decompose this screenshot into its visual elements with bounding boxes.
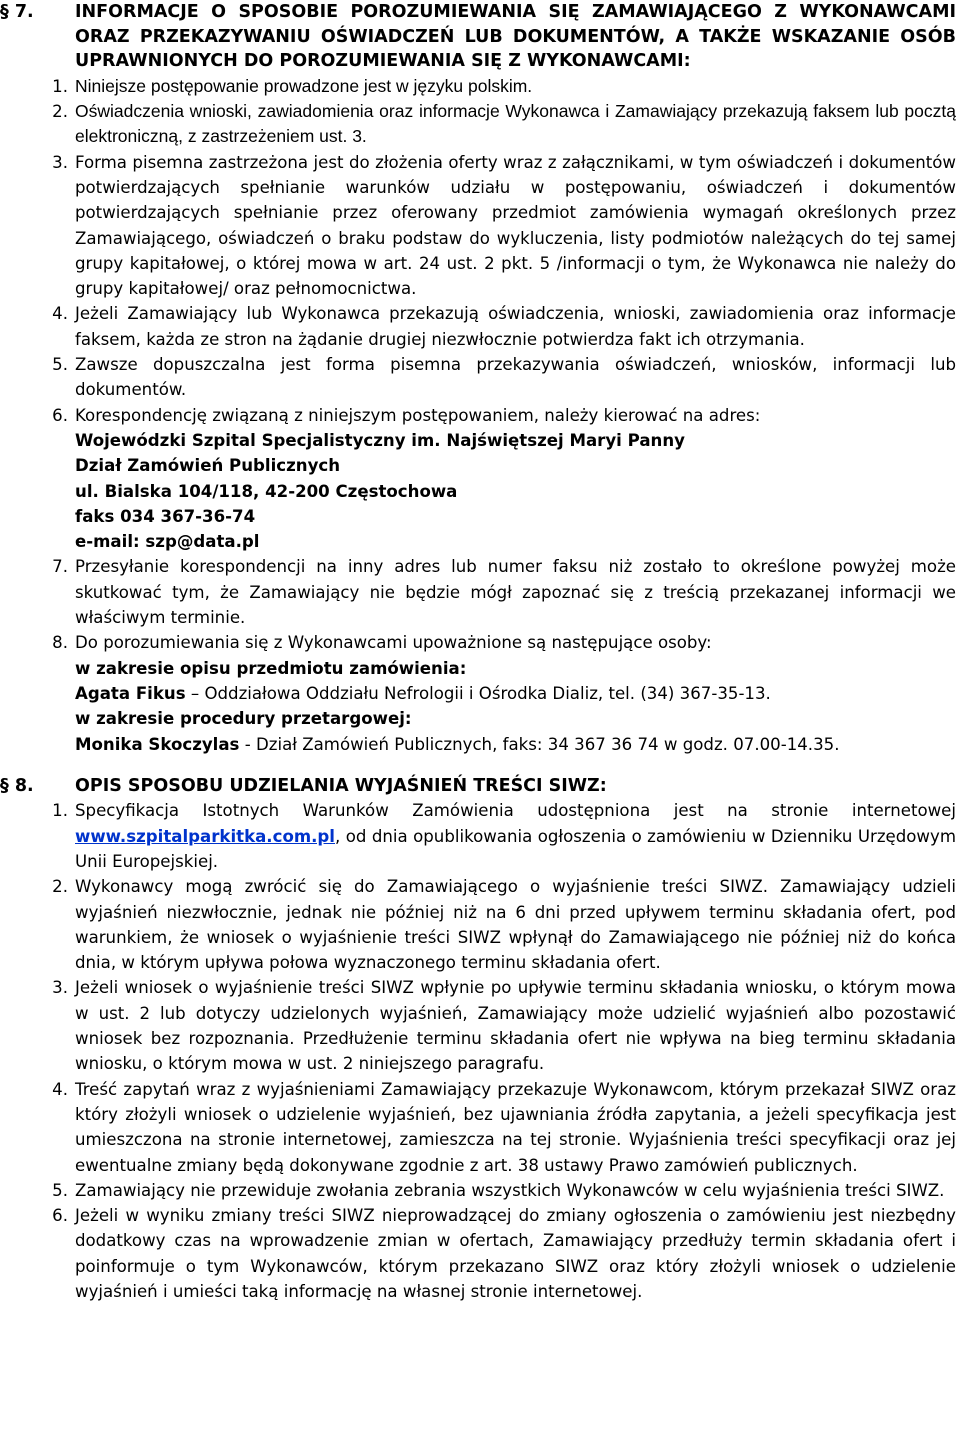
address-department: Dział Zamówień Publicznych bbox=[75, 456, 341, 476]
item-number: 1. bbox=[52, 801, 68, 821]
section-8-number: § 8. bbox=[0, 775, 34, 796]
list-item bbox=[0, 554, 960, 630]
item-text: Do porozumiewania się z Wykonawcami upoważnione są następujące osoby: bbox=[75, 633, 712, 653]
section-8-heading bbox=[0, 774, 960, 799]
address-block bbox=[75, 403, 960, 555]
address-street: ul. Bialska 104/118, 42-200 Częstochowa bbox=[75, 481, 458, 501]
contact-2-detail: - Dział Zamówień Publicznych, faks: 34 367 36 74 w godz. 07.00-14.35. bbox=[239, 734, 840, 754]
contact-1-dash: – bbox=[185, 683, 205, 703]
item-number: 3. bbox=[52, 978, 68, 998]
item-text: Forma pisemna zastrzeżona jest do złożenia oferty wraz z załącznikami, w tym oświadczeń i dokumentów potwierdzających spełnianie warunków udziału w postępowaniu, oświadczeń i dokumentów potwierdzających spełnianie przez oferowany przedmiot zamówienia wymagań określonych przez Zamawiającego, oświadczeń o braku podstaw do wykluczenia, listy podmiotów należących do tej samej grupy kapitałowej, o której mowa w art. 24 ust. 2 pkt. 5 /informacji o tym, że Wykonawca nie należy do grupy kapitałowej/ oraz pełnomocnictwa. bbox=[75, 152, 956, 299]
item-number: 2. bbox=[52, 102, 68, 122]
list-item bbox=[0, 74, 960, 99]
item-text: Wykonawcy mogą zwrócić się do Zamawiającego o wyjaśnienie treści SIWZ. Zamawiający udzieli wyjaśnień niezwłocznie, jednak nie później niż na 6 dni przed upływem terminu składania ofert, pod warunkiem, że wniosek o wyjaśnienie treści SIWZ wpłynął do Zamawiającego nie później niż do końca dnia, w którym upływa połowa wyznaczonego terminu składania ofert. bbox=[75, 877, 956, 973]
item-text: Korespondencję związaną z niniejszym postępowaniem, należy kierować na adres: bbox=[75, 405, 761, 425]
section-8-title: OPIS SPOSOBU UDZIELANIA WYJAŚNIEŃ TREŚCI SIWZ: bbox=[75, 775, 607, 796]
item-text: Przesyłanie korespondencji na inny adres lub numer faksu niż zostało to określone powyżej może skutkować tym, że Zamawiający nie będzie mógł zapoznać się z treścią przekazanej informacji we właściwym terminie. bbox=[75, 557, 956, 628]
item-text: Niniejsze postępowanie prowadzone jest w języku polskim. bbox=[75, 75, 533, 96]
section-7-list bbox=[0, 74, 960, 757]
section-7-title: INFORMACJE O SPOSOBIE POROZUMIEWANIA SIĘ ZAMAWIAJĄCEGO Z WYKONAWCAMI ORAZ PRZEKAZYWANIU OŚWIADCZEŃ LUB DOKUMENTÓW, A TAKŻE WSKAZANIE OSÓB UPRAWNIONYCH DO POROZUMIEWANIA SIĘ Z WYKONAWCAMI: bbox=[75, 2, 956, 72]
list-item bbox=[0, 798, 960, 874]
item-text bbox=[75, 798, 960, 874]
list-item bbox=[0, 1077, 960, 1178]
address-fax: faks 034 367-36-74 bbox=[75, 506, 256, 526]
item-text: Oświadczenia wnioski, zawiadomienia oraz informacje Wykonawca i Zamawiający przekazują faksem lub pocztą elektroniczną, z zastrzeżeniem ust. 3. bbox=[75, 101, 956, 147]
item-number: 1. bbox=[52, 76, 68, 96]
contact-scope-2-line bbox=[75, 732, 956, 757]
item-number: 6. bbox=[52, 1206, 68, 1226]
item-number: 2. bbox=[52, 877, 68, 897]
item-text: Treść zapytań wraz z wyjaśnieniami Zamawiający przekazuje Wykonawcom, którym przekazał SIWZ oraz który złożyli wniosek o udzielenie wyjaśnień, bez ujawniania źródła zapytania, a jeżeli specyfikacja jest umieszczona na stronie internetowej, zamieszcza na tej stronie. Wyjaśnienia treści specyfikacji oraz jej ewentualne zmiany będą dokonywane zgodnie z art. 38 ustawy Prawo zamówień publicznych. bbox=[75, 1079, 956, 1175]
contact-2-name: Monika Skoczylas bbox=[75, 734, 240, 754]
item-number: 4. bbox=[52, 304, 68, 324]
item-text: Jeżeli w wyniku zmiany treści SIWZ nieprowadzącej do zmiany ogłoszenia o zamówieniu jest niezbędny dodatkowy czas na wprowadzenie zmian w ofertach, Zamawiający przedłuży termin składania ofert i poinformuje o tym Wykonawców, którym przekazano SIWZ oraz który złożyli wniosek o udzielenie wyjaśnień i umieści taką informację na własnej stronie internetowej. bbox=[75, 1206, 956, 1302]
item-text: Zamawiający nie przewiduje zwołania zebrania wszystkich Wykonawców w celu wyjaśnienia treści SIWZ. bbox=[75, 1180, 945, 1200]
address-email: e-mail: szp@data.pl bbox=[75, 532, 260, 552]
section-7-heading bbox=[0, 0, 960, 74]
item-number: 4. bbox=[52, 1079, 68, 1099]
item-number: 5. bbox=[52, 1180, 68, 1200]
item-number: 8. bbox=[52, 633, 68, 653]
item-text: Jeżeli wniosek o wyjaśnienie treści SIWZ wpłynie po upływie terminu składania wniosku, o którym mowa w ust. 2 lub dotyczy udzielonych wyjaśnień, Zamawiający może udzielić wyjaśnień albo pozostawić wniosek bez rozpoznania. Przedłużenie terminu składania ofert nie wpływa na bieg terminu składania wniosku, o którym mowa w ust. 2 niniejszego paragrafu. bbox=[75, 978, 956, 1074]
list-item bbox=[0, 1203, 960, 1304]
item-text-post: , od dnia opublikowania ogłoszenia o zamówieniu w Dzienniku Urzędowym Unii Europejskiej. bbox=[75, 826, 956, 871]
list-item bbox=[0, 630, 960, 756]
contact-1-detail: Oddziałowa Oddziału Nefrologii i Ośrodka Dializ, tel. (34) 367-35-13. bbox=[204, 683, 771, 703]
contacts-block bbox=[75, 630, 960, 756]
address-name: Wojewódzki Szpital Specjalistyczny im. Najświętszej Maryi Panny bbox=[75, 430, 685, 450]
list-item bbox=[0, 150, 960, 302]
item-text: Zawsze dopuszczalna jest forma pisemna przekazywania oświadczeń, wniosków, informacji lub dokumentów. bbox=[75, 355, 956, 400]
list-item bbox=[0, 874, 960, 975]
list-item bbox=[0, 1178, 960, 1203]
contact-scope-1-heading: w zakresie opisu przedmiotu zamówienia: bbox=[75, 658, 467, 678]
list-item bbox=[0, 352, 960, 403]
contact-scope-2-heading: w zakresie procedury przetargowej: bbox=[75, 709, 412, 729]
list-item bbox=[0, 403, 960, 555]
contact-scope-1-line bbox=[75, 681, 956, 706]
item-text-pre: Specyfikacja Istotnych Warunków Zamówienia udostępniona jest na stronie internetowej bbox=[75, 801, 956, 821]
contact-1-name: Agata Fikus bbox=[75, 683, 186, 703]
item-number: 3. bbox=[52, 152, 68, 172]
item-text: Jeżeli Zamawiający lub Wykonawca przekazują oświadczenia, wnioski, zawiadomienia oraz informacje faksem, każda ze stron na żądanie drugiej niezwłocznie potwierdza fakt ich otrzymania. bbox=[75, 304, 956, 349]
item-number: 5. bbox=[52, 355, 68, 375]
section-8-list bbox=[0, 798, 960, 1304]
website-link[interactable]: www.szpitalparkitka.com.pl bbox=[75, 826, 335, 846]
item-number: 6. bbox=[52, 405, 68, 425]
list-item bbox=[0, 99, 960, 150]
section-7-number: § 7. bbox=[0, 2, 34, 22]
list-item bbox=[0, 975, 960, 1076]
item-number: 7. bbox=[52, 557, 68, 577]
list-item bbox=[0, 301, 960, 352]
